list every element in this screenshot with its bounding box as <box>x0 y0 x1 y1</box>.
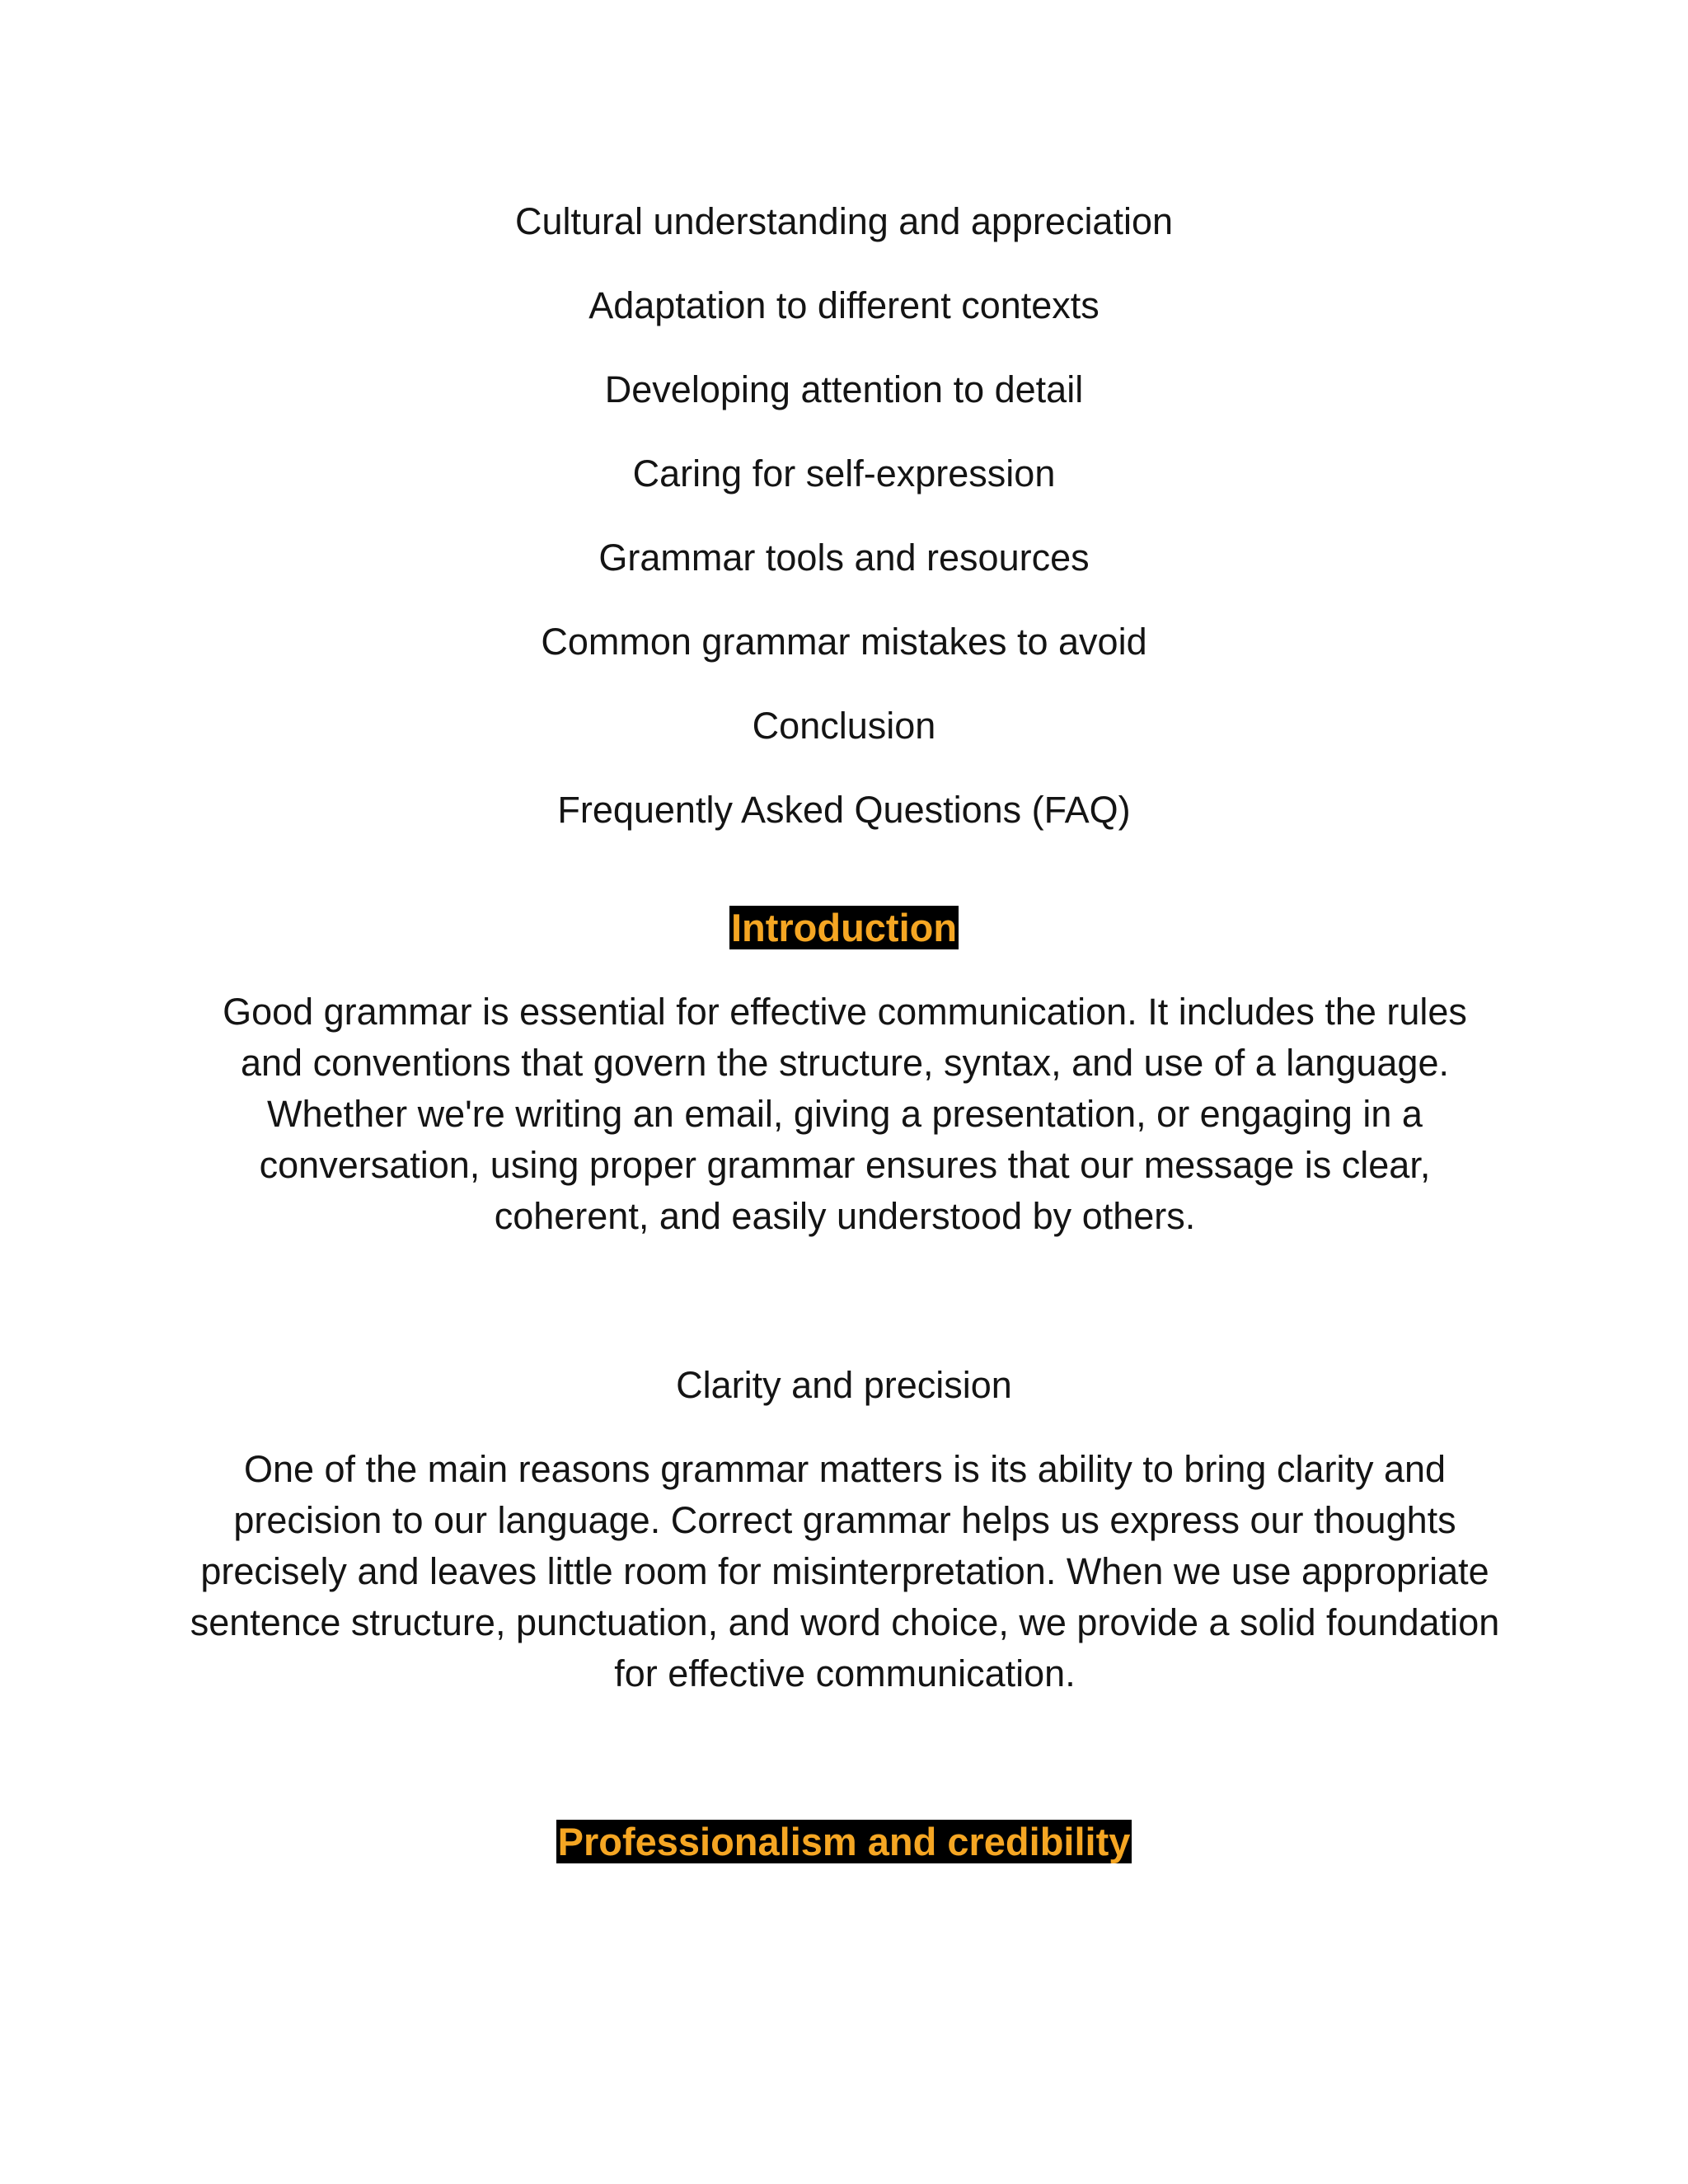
toc-item: Developing attention to detail <box>604 368 1084 410</box>
clarity-paragraph: One of the main reasons grammar matters is its ability to bring clarity and precision to our language. Correct grammar helps us express our thoughts precisely and leaves little room for misinterpretation. When we use appropriate sentence structure, punctuation, and word choice, we provide a solid foundation for effective communication. <box>190 1448 1500 1694</box>
toc-item: Conclusion <box>752 705 936 747</box>
toc-item: Adaptation to different contexts <box>588 284 1100 326</box>
professionalism-heading <box>0 1815 1688 1869</box>
toc-item: Caring for self-expression <box>632 452 1056 494</box>
table-of-contents <box>0 194 1688 867</box>
toc-item: Frequently Asked Questions (FAQ) <box>557 789 1131 831</box>
introduction-heading <box>0 901 1688 955</box>
toc-item: Common grammar mistakes to avoid <box>541 621 1147 663</box>
toc-item: Grammar tools and resources <box>598 537 1090 579</box>
clarity-heading: Clarity and precision <box>676 1364 1012 1406</box>
introduction-heading-text: Introduction <box>730 906 958 949</box>
introduction-paragraph: Good grammar is essential for effective communication. It includes the rules and conventions that govern the structure, syntax, and use of a language. Whether we're writing an email, giving a presentation, or engaging in a conversation, using proper grammar ensures that our message is clear, coherent, and easily understood by others. <box>223 991 1467 1237</box>
toc-item: Cultural understanding and appreciation <box>514 200 1174 242</box>
professionalism-heading-text: Professionalism and credibility <box>557 1820 1131 1863</box>
